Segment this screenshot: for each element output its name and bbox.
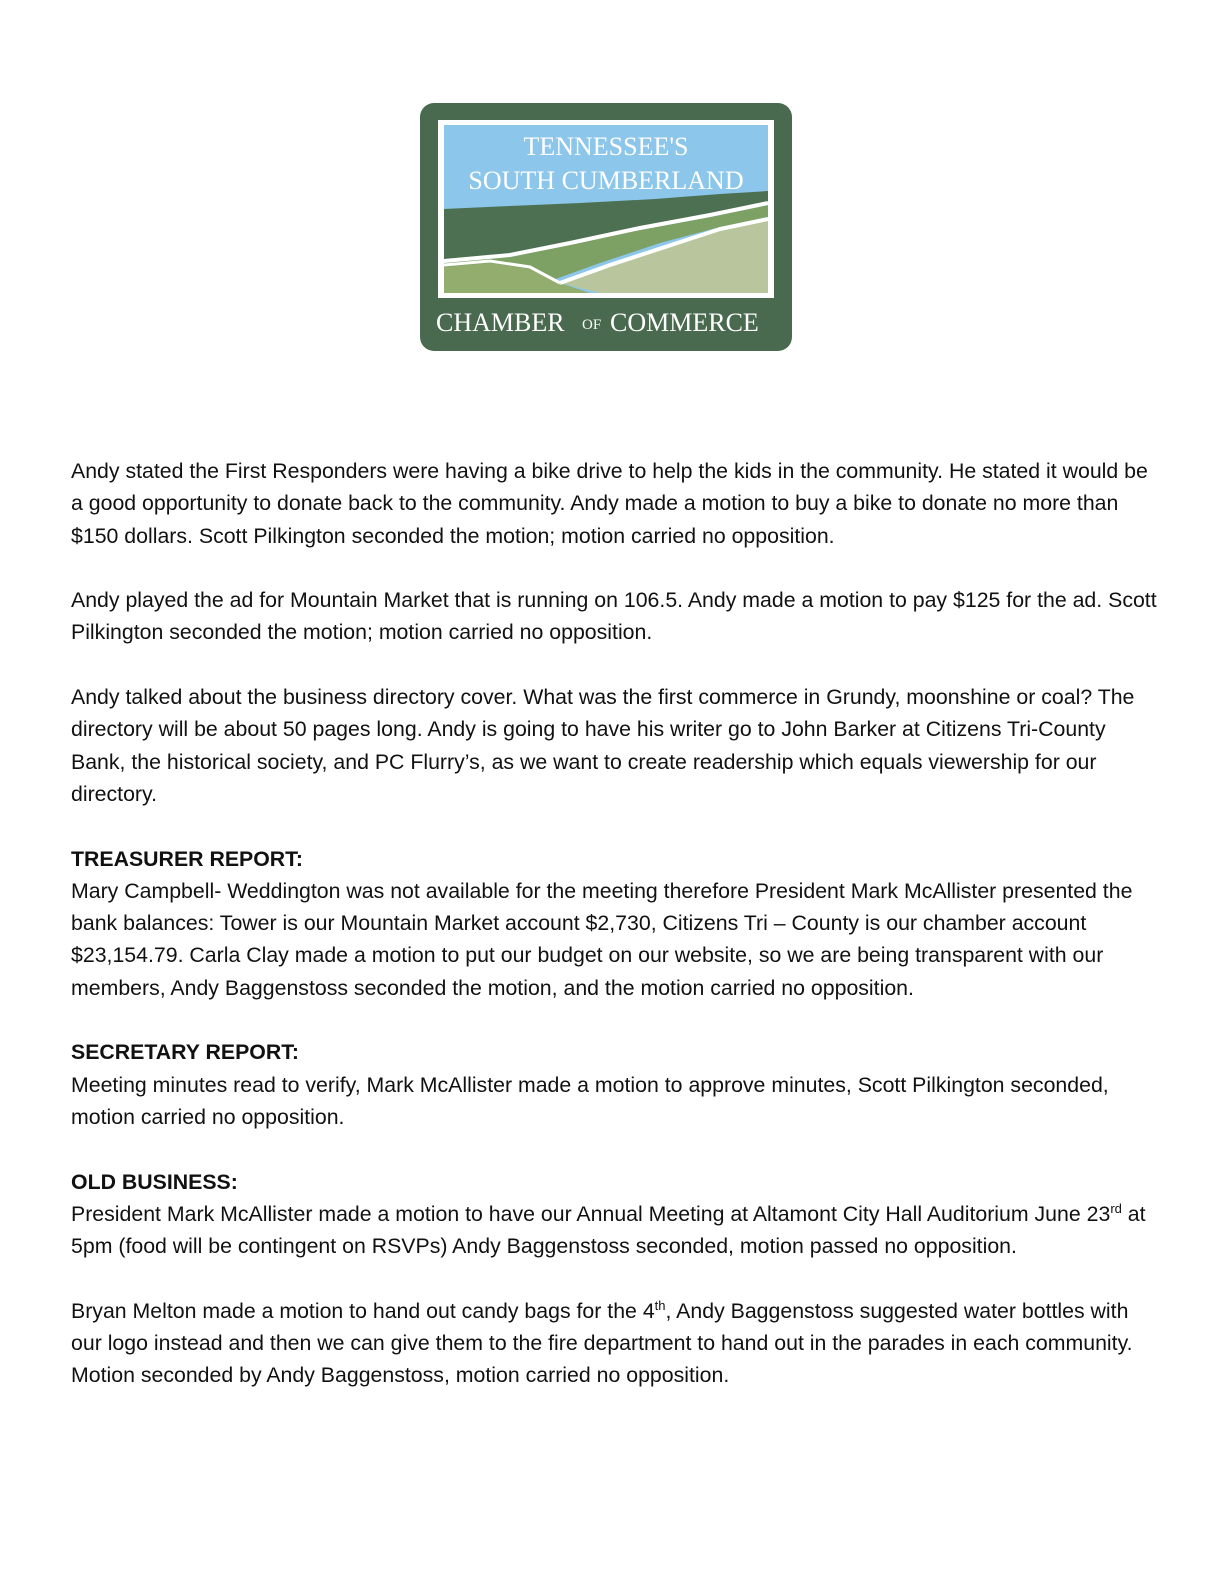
candy-bags-sup-th: th xyxy=(654,1297,666,1313)
old-business-sup-rd: rd xyxy=(1110,1200,1122,1216)
treasurer-body: Mary Campbell- Weddington was not available for the meeting therefore President Mark McAllister presented the bank balances: Tower is our Mountain Market account $2,730, Citizens Tri – County is our chamber account $23,154.79. Carla Clay made a motion to put our budget on our website, so we are being transparent with our members, Andy Baggenstoss seconded the motion, and the motion carried no opposition. xyxy=(71,878,1133,1000)
paragraph-bike-drive: Andy stated the First Responders were having a bike drive to help the kids in the community. He stated it would be a good opportunity to donate back to the community. Andy made a motion to buy a bike to donate no more than $150 dollars. Scott Pilkington seconded the motion; motion carried no opposition. xyxy=(71,459,1148,548)
logo-bottom-of: OF xyxy=(582,317,602,333)
secretary-heading: SECRETARY REPORT: xyxy=(71,1040,299,1065)
paragraph-business-directory: Andy talked about the business directory cover. What was the first commerce in Grundy, moonshine or coal? The directory will be about 50 pages long. Andy is going to have his writer go to John Barker at Citizens Tri-County Bank, the historical society, and PC Flurry’s, as we want to create readership which equals viewership for our directory. xyxy=(71,685,1135,806)
logo-title-line-1: TENNESSEE'S xyxy=(523,132,689,161)
old-business-body-a: President Mark McAllister made a motion to have our Annual Meeting at Altamont City Hall Auditorium June 23 xyxy=(71,1201,1111,1226)
chamber-logo xyxy=(420,103,792,351)
treasurer-section xyxy=(71,843,1161,1004)
chamber-logo-graphic xyxy=(420,103,792,351)
logo-title-line-2: SOUTH CUMBERLAND xyxy=(468,166,744,195)
old-business-section xyxy=(71,1166,1161,1263)
logo-bottom-right: COMMERCE xyxy=(610,308,759,337)
candy-bags-text-b: , Andy Baggenstoss suggested water bottles with our logo instead and then we can give them to the fire department to hand out in the parades in each community. Motion seconded by Andy Baggenstoss, motion carried no opposition. xyxy=(71,1298,1133,1388)
paragraph-mountain-market-ad: Andy played the ad for Mountain Market that is running on 106.5. Andy made a motion to pay $125 for the ad. Scott Pilkington seconded the motion; motion carried no opposition. xyxy=(71,588,1157,645)
minutes-body xyxy=(71,455,1161,1424)
treasurer-heading: TREASURER REPORT: xyxy=(71,846,303,871)
candy-bags-text-a: Bryan Melton made a motion to hand out candy bags for the 4 xyxy=(71,1298,655,1323)
paragraph-candy-bags xyxy=(71,1295,1161,1392)
secretary-section xyxy=(71,1036,1161,1133)
logo-bottom-left: CHAMBER xyxy=(436,308,565,337)
secretary-body: Meeting minutes read to verify, Mark McAllister made a motion to approve minutes, Scott Pilkington seconded, motion carried no opposition. xyxy=(71,1072,1109,1129)
old-business-body-b: at 5pm (food will be contingent on RSVPs) Andy Baggenstoss seconded, motion passed no opposition. xyxy=(71,1201,1146,1259)
old-business-heading: OLD BUSINESS: xyxy=(71,1169,238,1194)
